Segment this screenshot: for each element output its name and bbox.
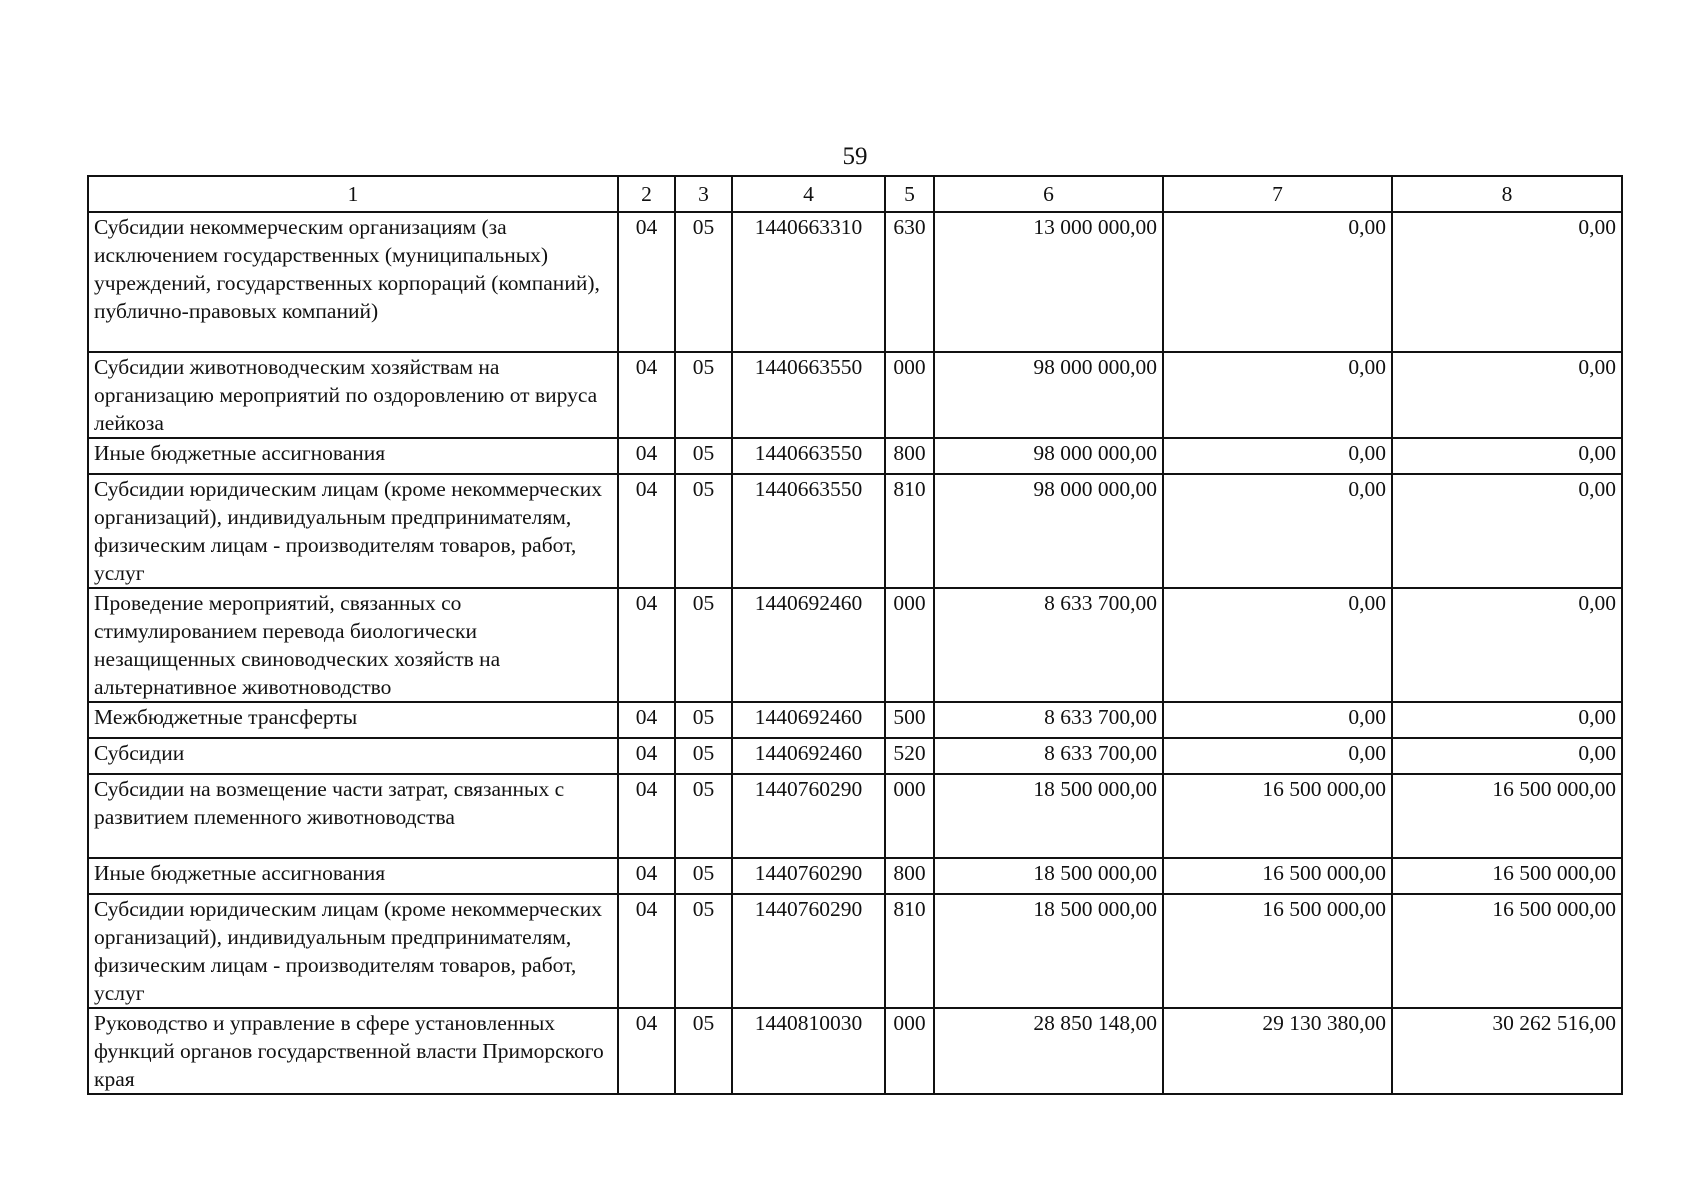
row-amount-7: 0,00 xyxy=(1163,738,1392,774)
row-section: 04 xyxy=(618,212,675,352)
row-subsection: 05 xyxy=(675,702,732,738)
row-amount-8: 0,00 xyxy=(1392,588,1622,702)
row-amount-6: 8 633 700,00 xyxy=(934,588,1163,702)
row-target-article: 1440692460 xyxy=(732,738,885,774)
row-section: 04 xyxy=(618,774,675,858)
column-header: 1 xyxy=(88,176,618,212)
row-amount-7: 16 500 000,00 xyxy=(1163,894,1392,1008)
row-amount-7: 0,00 xyxy=(1163,702,1392,738)
row-expense-type: 810 xyxy=(885,474,934,588)
row-amount-8: 0,00 xyxy=(1392,738,1622,774)
row-name: Субсидии животноводческим хозяйствам на организацию мероприятий по оздоровлению от вируса лейкоза xyxy=(88,352,618,438)
row-amount-7: 0,00 xyxy=(1163,212,1392,352)
row-amount-6: 98 000 000,00 xyxy=(934,474,1163,588)
table-row xyxy=(88,474,1622,588)
row-name: Субсидии юридическим лицам (кроме некоммерческих организаций), индивидуальным предпринимателям, физическим лицам - производителям товаров, работ, услуг xyxy=(88,474,618,588)
table-row xyxy=(88,352,1622,438)
row-section: 04 xyxy=(618,858,675,894)
row-target-article: 1440692460 xyxy=(732,702,885,738)
row-section: 04 xyxy=(618,894,675,1008)
row-subsection: 05 xyxy=(675,352,732,438)
row-amount-8: 0,00 xyxy=(1392,212,1622,352)
row-amount-8: 16 500 000,00 xyxy=(1392,858,1622,894)
row-expense-type: 500 xyxy=(885,702,934,738)
row-amount-6: 8 633 700,00 xyxy=(934,702,1163,738)
row-subsection: 05 xyxy=(675,474,732,588)
table-row xyxy=(88,774,1622,858)
row-section: 04 xyxy=(618,702,675,738)
row-subsection: 05 xyxy=(675,212,732,352)
row-amount-7: 0,00 xyxy=(1163,588,1392,702)
row-amount-6: 28 850 148,00 xyxy=(934,1008,1163,1094)
row-amount-8: 0,00 xyxy=(1392,702,1622,738)
row-name: Субсидии на возмещение части затрат, связанных с развитием племенного животноводства xyxy=(88,774,618,858)
row-amount-8: 16 500 000,00 xyxy=(1392,894,1622,1008)
column-header: 5 xyxy=(885,176,934,212)
table-row xyxy=(88,702,1622,738)
row-section: 04 xyxy=(618,588,675,702)
page-number: 59 xyxy=(842,143,868,170)
row-amount-7: 29 130 380,00 xyxy=(1163,1008,1392,1094)
row-section: 04 xyxy=(618,438,675,474)
row-amount-6: 18 500 000,00 xyxy=(934,894,1163,1008)
column-header: 7 xyxy=(1163,176,1392,212)
row-name: Субсидии некоммерческим организациям (за исключением государственных (муниципальных) учреждений, государственных корпораций (компаний), публично-правовых компаний) xyxy=(88,212,618,352)
row-amount-7: 0,00 xyxy=(1163,474,1392,588)
table-row xyxy=(88,894,1622,1008)
column-header: 2 xyxy=(618,176,675,212)
row-target-article: 1440663550 xyxy=(732,352,885,438)
row-amount-6: 98 000 000,00 xyxy=(934,352,1163,438)
row-expense-type: 000 xyxy=(885,352,934,438)
row-name: Иные бюджетные ассигнования xyxy=(88,438,618,474)
table-row xyxy=(88,212,1622,352)
row-expense-type: 810 xyxy=(885,894,934,1008)
row-amount-6: 13 000 000,00 xyxy=(934,212,1163,352)
table-row xyxy=(88,1008,1622,1094)
table-row xyxy=(88,858,1622,894)
row-expense-type: 000 xyxy=(885,774,934,858)
row-expense-type: 800 xyxy=(885,858,934,894)
column-header: 3 xyxy=(675,176,732,212)
row-amount-8: 30 262 516,00 xyxy=(1392,1008,1622,1094)
row-target-article: 1440663550 xyxy=(732,438,885,474)
row-expense-type: 000 xyxy=(885,1008,934,1094)
row-amount-6: 98 000 000,00 xyxy=(934,438,1163,474)
table-row xyxy=(88,438,1622,474)
row-target-article: 1440760290 xyxy=(732,774,885,858)
row-name: Субсидии юридическим лицам (кроме некоммерческих организаций), индивидуальным предпринимателям, физическим лицам - производителям товаров, работ, услуг xyxy=(88,894,618,1008)
row-amount-8: 16 500 000,00 xyxy=(1392,774,1622,858)
row-amount-7: 0,00 xyxy=(1163,352,1392,438)
row-name: Иные бюджетные ассигнования xyxy=(88,858,618,894)
row-subsection: 05 xyxy=(675,738,732,774)
column-header: 6 xyxy=(934,176,1163,212)
column-header: 8 xyxy=(1392,176,1622,212)
column-header: 4 xyxy=(732,176,885,212)
row-subsection: 05 xyxy=(675,1008,732,1094)
row-subsection: 05 xyxy=(675,894,732,1008)
table-row xyxy=(88,738,1622,774)
row-name: Руководство и управление в сфере установленных функций органов государственной власти Приморского края xyxy=(88,1008,618,1094)
row-amount-7: 16 500 000,00 xyxy=(1163,774,1392,858)
table-row xyxy=(88,588,1622,702)
row-amount-8: 0,00 xyxy=(1392,474,1622,588)
row-expense-type: 800 xyxy=(885,438,934,474)
row-section: 04 xyxy=(618,738,675,774)
row-name: Проведение мероприятий, связанных со стимулированием перевода биологически незащищенных свиноводческих хозяйств на альтернативное животноводство xyxy=(88,588,618,702)
row-section: 04 xyxy=(618,1008,675,1094)
header-row xyxy=(88,176,1622,212)
row-expense-type: 000 xyxy=(885,588,934,702)
row-name: Межбюджетные трансферты xyxy=(88,702,618,738)
row-section: 04 xyxy=(618,352,675,438)
row-section: 04 xyxy=(618,474,675,588)
row-amount-8: 0,00 xyxy=(1392,438,1622,474)
row-subsection: 05 xyxy=(675,438,732,474)
budget-table xyxy=(87,175,1623,1095)
row-amount-6: 18 500 000,00 xyxy=(934,858,1163,894)
row-target-article: 1440663310 xyxy=(732,212,885,352)
row-amount-6: 8 633 700,00 xyxy=(934,738,1163,774)
row-amount-7: 16 500 000,00 xyxy=(1163,858,1392,894)
row-name: Субсидии xyxy=(88,738,618,774)
row-target-article: 1440760290 xyxy=(732,858,885,894)
row-target-article: 1440760290 xyxy=(732,894,885,1008)
row-target-article: 1440810030 xyxy=(732,1008,885,1094)
row-subsection: 05 xyxy=(675,858,732,894)
row-subsection: 05 xyxy=(675,774,732,858)
row-amount-8: 0,00 xyxy=(1392,352,1622,438)
row-target-article: 1440692460 xyxy=(732,588,885,702)
row-expense-type: 520 xyxy=(885,738,934,774)
row-target-article: 1440663550 xyxy=(732,474,885,588)
row-amount-6: 18 500 000,00 xyxy=(934,774,1163,858)
row-amount-7: 0,00 xyxy=(1163,438,1392,474)
row-subsection: 05 xyxy=(675,588,732,702)
row-expense-type: 630 xyxy=(885,212,934,352)
